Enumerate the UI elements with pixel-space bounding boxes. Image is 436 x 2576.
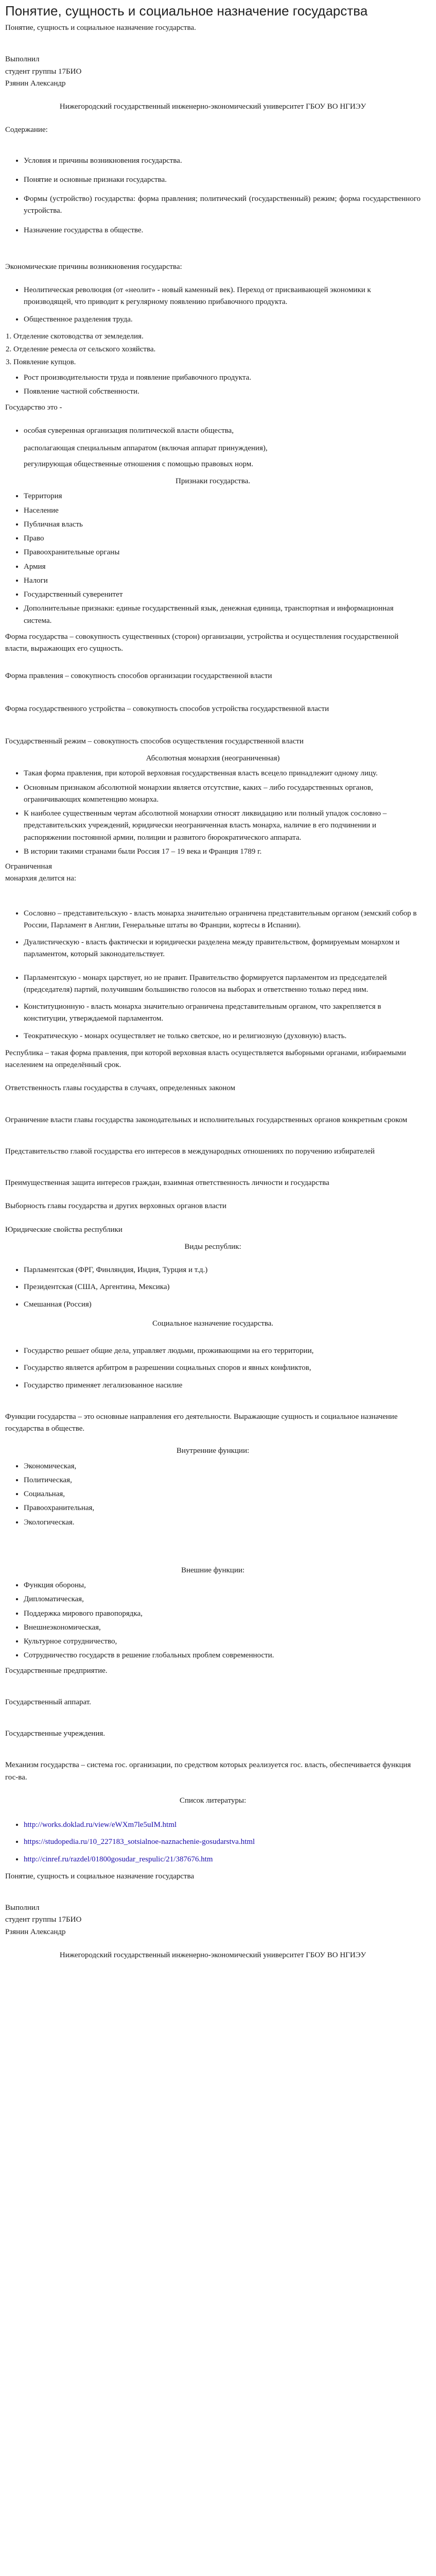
footer-university: Нижегородский государственный инженерно-экономический университет ГБОУ ВО НГИЭУ <box>59 1951 367 1959</box>
toc-item: • Назначение государства в обществе. <box>24 225 421 236</box>
list-item: • В истории такими странами были Россия 17 – 19 века и Франция 1789 г. <box>24 846 421 858</box>
author-block <box>5 54 421 90</box>
purpose-heading: Социальное назначение государства. <box>152 1319 274 1328</box>
page-subtitle: Понятие, сущность и социальное назначение государства. <box>5 24 196 32</box>
author-name: Рзянин Александр <box>5 1927 66 1936</box>
republic-sign: Ответственность главы государства в случаях, определенных законом <box>5 1084 236 1093</box>
author-group: студент группы 17БИО <box>5 67 82 76</box>
state-mechanism: Механизм государства – система гос. организации, по средством которых реализуется гос. власть, обеспечивается функция гос-ва. <box>5 1761 411 1782</box>
list-item: • Государство решает общие дела, управляет людьми, проживающими на его территории, <box>24 1345 421 1357</box>
limited-intro: Ограниченная монархия делится на: <box>5 862 77 883</box>
list-item: • Поддержка мирового правопорядка, <box>24 1608 421 1620</box>
list-item: • Экономическая, <box>24 1461 421 1472</box>
limited-list-2 <box>5 972 421 1042</box>
references-list <box>5 1819 421 1866</box>
republic-def: Республика – такая форма правления, при которой верховная власть осуществляется выборными органами, избираемыми населением на определённый срок. <box>5 1048 406 1070</box>
toc-item: • Понятие и основные признаки государства. <box>24 174 421 186</box>
list-item: • Политическая, <box>24 1475 421 1486</box>
list-item: • Публичная власть <box>24 519 421 531</box>
list-item: • Налоги <box>24 575 421 587</box>
section1-bullets2 <box>5 372 421 398</box>
list-item <box>24 1836 421 1848</box>
list-item: • Армия <box>24 561 421 573</box>
form-state: Форма государства – совокупность существенных (сторон) организации, устройства и осуществления государственной власти, выражающих его сущность. <box>5 632 399 653</box>
page-title: Понятие, сущность и социальное назначение государства <box>5 3 368 19</box>
definition-line: регулирующая общественные отношения с помощью правовых норм. <box>24 460 254 468</box>
list-item: • Дуалистическую - власть фактически и юридически разделена между правительством, формируемым монархом и парламентом, который законодательствует. <box>24 937 421 961</box>
republic-sign: Представительство главой государства его интересов в международных отношениях по поручению избирателей <box>5 1147 375 1156</box>
absolute-heading: Абсолютная монархия (неограниченная) <box>146 754 280 763</box>
list-item: • Парламентская (ФРГ, Финляндия, Индия, Турция и т.д.) <box>24 1264 421 1276</box>
state-definition <box>5 425 421 437</box>
state-enterprise: Государственные предприятие. <box>5 1666 108 1675</box>
list-item: • Конституционную - власть монарха значительно ограничена представительным органом, что закрепляется в конституции, утверждаемой парламентом. <box>24 1001 421 1025</box>
list-item: • Сотрудничество государств в решение глобальных проблем современности. <box>24 1650 421 1662</box>
list-item: • Парламентскую - монарх царствует, но не правит. Правительство формируется парламентом из председателей (председателя) партий, получившим большинство голосов на выборах и ответственно только перед ним. <box>24 972 421 996</box>
references-heading: Список литературы: <box>179 1796 247 1805</box>
external-heading: Внешние функции: <box>181 1566 245 1574</box>
toc-item: • Формы (устройство) государства: форма правления; политический (государственный) режим; форма государственного устройства. <box>24 193 421 217</box>
list-item: 1. Отделение скотоводства от земледелия. <box>13 331 421 343</box>
footer-title: Понятие, сущность и социальное назначение государства <box>5 1872 195 1880</box>
author-group: студент группы 17БИО <box>5 1916 82 1924</box>
reference-link[interactable]: http://works.doklad.ru/view/eWXm7le5uIM.html <box>24 1821 177 1829</box>
list-item: • Государство применяет легализованное насилие <box>24 1380 421 1392</box>
list-item: • Дипломатическая, <box>24 1594 421 1605</box>
list-item <box>24 1854 421 1866</box>
republic-sign: Ограничение власти главы государства законодательных и исполнительных государственных органов конкретным сроком <box>5 1115 408 1124</box>
state-institutions: Государственные учреждения. <box>5 1730 105 1738</box>
list-item: • особая суверенная организация политической власти общества, <box>24 425 421 437</box>
state-apparatus: Государственный аппарат. <box>5 1698 91 1706</box>
list-item: • Функция обороны, <box>24 1580 421 1591</box>
footer-author-block <box>5 1902 421 1938</box>
section1-bullets <box>5 284 421 326</box>
list-item: 3. Появление купцов. <box>13 357 421 368</box>
signs-list <box>5 490 421 627</box>
absolute-list <box>5 768 421 858</box>
form-government: Форма правления – совокупность способов организации государственной власти <box>5 672 272 681</box>
internal-heading: Внутренние функции: <box>176 1447 250 1455</box>
list-item: • Основным признаком абсолютной монархии является отсутствие, каких – либо государственных органов, ограничивающих компетенцию монарха. <box>24 782 421 806</box>
university-name: Нижегородский государственный инженерно-экономический университет ГБОУ ВО НГИЭУ <box>59 103 367 111</box>
reference-link[interactable]: https://studopedia.ru/10_227183_sotsialnoe-naznachenie-gosudarstva.html <box>24 1838 255 1846</box>
list-item: • Теократическую - монарх осуществляет не только светское, но и религиозную (духовную) власть. <box>24 1030 421 1042</box>
list-item: • Дополнительные признаки: единые государственный язык, денежная единица, транспортная и информационная система. <box>24 603 421 627</box>
author-line: Выполнил <box>5 1904 40 1912</box>
list-item: 2. Отделение ремесла от сельского хозяйства. <box>13 344 421 355</box>
toc-item: • Условия и причины возникновения государства. <box>24 155 421 167</box>
list-item: • Население <box>24 505 421 517</box>
toc-list <box>5 155 421 236</box>
internal-list <box>5 1461 421 1529</box>
list-item: • Правоохранительная, <box>24 1502 421 1514</box>
list-item: • Экологическая. <box>24 1517 421 1529</box>
limited-list <box>5 908 421 961</box>
republic-sign: Преимущественная защита интересов граждан, взаимная ответственность личности и государства <box>5 1179 329 1188</box>
list-item: • К наиболее существенным чертам абсолютной монархии относят ликвидацию или полный упадок сословно – представительских учреждений, юридически неограниченная власть монарха, наличие в его подчинении и распоряжении постоянной армии, полиции и развитого бюрократического аппарата. <box>24 808 421 844</box>
state-intro: Государство это - <box>5 403 62 412</box>
external-list <box>5 1580 421 1662</box>
list-item: • Появление частной собственности. <box>24 386 421 398</box>
republic-sign: Выборность главы государства и других верховных органов власти <box>5 1202 226 1211</box>
regime: Государственный режим – совокупность способов осуществления государственной власти <box>5 737 304 745</box>
list-item: • Внешнеэкономическая, <box>24 1622 421 1634</box>
toc-heading: Содержание: <box>5 126 48 134</box>
purpose-list <box>5 1345 421 1392</box>
form-structure: Форма государственного устройства – совокупность способов устройства государственной власти <box>5 704 329 713</box>
types-list <box>5 1264 421 1311</box>
functions-intro: Функции государства – это основные направления его деятельности. Выражающие сущность и социальное назначение государства в обществе. <box>5 1412 398 1433</box>
author-line: Выполнил <box>5 55 40 64</box>
list-item: • Культурное сотрудничество, <box>24 1636 421 1648</box>
types-heading: Виды республик: <box>184 1242 241 1251</box>
list-item: • Смешанная (Россия) <box>24 1299 421 1311</box>
definition-line: располагающая специальным аппаратом (включая аппарат принуждения), <box>24 444 268 452</box>
list-item: • Рост производительности труда и появление прибавочного продукта. <box>24 372 421 384</box>
author-name: Рзянин Александр <box>5 79 66 88</box>
list-item <box>24 1819 421 1831</box>
list-item: • Сословно – представительскую - власть монарха значительно ограничена представительным органом (земский собор в России, Парламент в Англии, Генеральные штаты во Франции, кортесы в Испании). <box>24 908 421 932</box>
section1-heading: Экономические причины возникновения государства: <box>5 262 182 271</box>
list-item: • Неолитическая революция (от «неолит» - новый каменный век). Переход от присваивающей экономики к производящей, что приводит к регулярному появлению прибавочного продукта. <box>24 284 421 309</box>
list-item: • Правоохранительные органы <box>24 547 421 558</box>
list-item: • Государственный суверенитет <box>24 589 421 601</box>
legal-props: Юридические свойства республики <box>5 1225 123 1234</box>
section1-numbered <box>5 331 421 369</box>
list-item: • Социальная, <box>24 1488 421 1500</box>
list-item: • Общественное разделения труда. <box>24 314 421 326</box>
signs-heading: Признаки государства. <box>176 477 250 486</box>
reference-link[interactable]: http://cinref.ru/razdel/01800gosudar_respulic/21/387676.htm <box>24 1855 213 1863</box>
list-item: • Территория <box>24 490 421 502</box>
list-item: • Президентская (США, Аргентина, Мексика) <box>24 1281 421 1293</box>
list-item: • Такая форма правления, при которой верховная государственная власть всецело принадлежит одному лицу. <box>24 768 421 779</box>
list-item: • Государство является арбитром в разрешении социальных споров и явных конфликтов, <box>24 1362 421 1374</box>
list-item: • Право <box>24 533 421 545</box>
